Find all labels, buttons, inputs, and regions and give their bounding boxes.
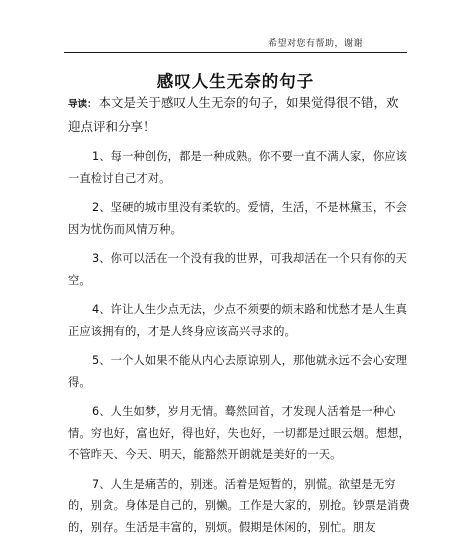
header-divider	[64, 52, 407, 53]
quote-paragraph-6: 6、人生如梦，岁月无情。蓦然回首，才发现人活着是一种心情。穷也好，富也好，得也好，失也好，一切都是过眼云烟。想想，不管昨天、今天、明天，能豁然开朗就是美好的一天。	[68, 401, 411, 466]
lead-text: 本文是关于感叹人生无奈的句子，如果觉得很不错，欢迎点评和分享！	[68, 95, 399, 134]
quote-paragraph-1: 1、每一种创伤，都是一种成熟。你不要一直不满人家，你应该一直检讨自己才对。	[68, 146, 411, 189]
quote-paragraph-5: 5、一个人如果不能从内心去原谅别人，那他就永远不会心安理得。	[68, 350, 411, 393]
quote-paragraph-2: 2、坚硬的城市里没有柔软的。爱情，生活，不是林黛玉，不会因为忧伤而风情万种。	[68, 197, 411, 240]
quote-paragraph-3: 3、你可以活在一个没有我的世界，可我却活在一个只有你的天空。	[68, 248, 411, 291]
page-title: 感叹人生无奈的句子	[0, 68, 471, 92]
document-body	[68, 92, 411, 538]
lead-paragraph	[68, 92, 411, 138]
header-note: 希望对您有帮助，谢谢	[268, 36, 363, 49]
lead-label: 导读：	[68, 99, 97, 110]
quote-paragraph-4: 4、许让人生少点无法，少点不须要的烦末路和忧愁才是人生真正应该拥有的，才是人终身应该高兴寻求的。	[68, 299, 411, 342]
quote-paragraph-7: 7、人生是痛苦的，别迷。活着是短暂的，别慌。欲望是无穷的，别贪。身体是自己的，别懒。工作是大家的，别抢。钞票是消费的，别存。生活是丰富的，别烦。假期是休闲的，别忙。朋友	[68, 474, 411, 538]
